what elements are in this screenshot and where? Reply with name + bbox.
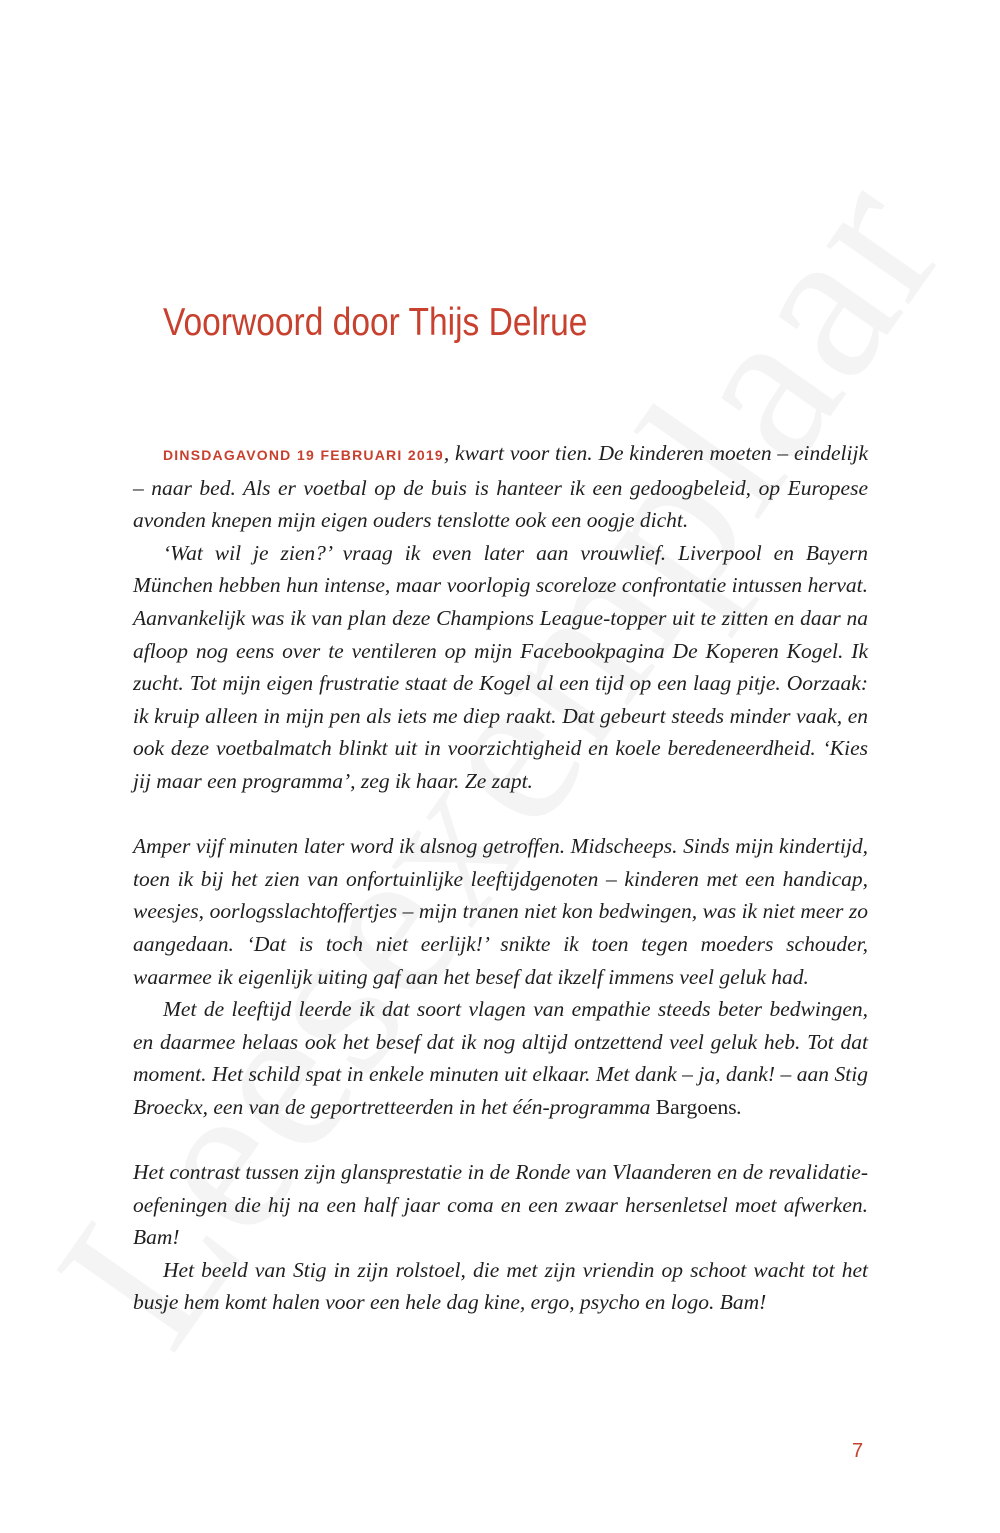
- paragraph-6: Het beeld van Stig in zijn rolstoel, die met zijn vriendin op schoot wacht tot het busje hem komt halen voor een hele dag kine, ergo, psycho en logo. Bam!: [133, 1257, 868, 1315]
- paragraph-1-text: , kwart voor tien. De kinderen moeten – eindelijk – naar bed. Als er voetbal op de buis is hanteer ik een gedoogbeleid, op Europese avonden knepen mijn eigen ouders tenslotte ook een oogje dicht.: [133, 441, 868, 533]
- paragraph-4: [133, 993, 868, 1123]
- paragraph-4-text: Met de leeftijd leerde ik dat soort vlagen van empathie steeds beter bedwingen, en daarmee helaas ook het besef dat ik nog altijd ontzettend veel geluk heb. Tot dat moment. Het schild spat in enkele minuten uit elkaar. Met dank – ja, dank! – aan Stig Broeckx, een van de geportretteerden in het één-programma: [133, 997, 868, 1119]
- chapter-title: Voorwoord door Thijs Delrue: [163, 301, 588, 344]
- lead-in-date: DINSDAGAVOND 19 FEBRUARI 2019: [163, 447, 444, 463]
- paragraph-3: Amper vijf minuten later word ik alsnog getroffen. Midscheeps. Sinds mijn kindertijd, toen ik bij het zien van onfortuinlijke leeftijdgenoten – kinderen met een handicap, weesjes, oorlogsslachtoffertjes – mijn tranen niet kon bedwingen, was ik niet meer zo aangedaan. ‘Dat is toch niet eerlijk!’ snikte ik toen tegen moeders schouder, waarmee ik eigenlijk uiting gaf aan het besef dat ikzelf immens veel geluk had.: [133, 834, 868, 989]
- paragraph-5: Het contrast tussen zijn glansprestatie in de Ronde van Vlaanderen en de revalidatie-oefeningen die hij na een half jaar coma en een zwaar hersenletsel moet afwerken. Bam!: [133, 1160, 868, 1250]
- paragraph-1: [133, 437, 868, 537]
- program-title: Bargoens: [655, 1094, 737, 1119]
- paragraph-4-end: .: [736, 1094, 742, 1119]
- body-text: [133, 437, 868, 1319]
- page-number: 7: [852, 1440, 864, 1462]
- paragraph-2: ‘Wat wil je zien?’ vraag ik even later aan vrouwlief. Liverpool en Bayern München hebben hun intense, maar voorlopig scoreloze confrontatie intussen hervat. Aanvankelijk was ik van plan deze Champions League-topper uit te zitten en daar na afloop nog eens over te ventileren op mijn Facebookpagina De Koperen Kogel. Ik zucht. Tot mijn eigen frustratie staat de Kogel al een tijd op een laag pitje. Oorzaak: ik kruip alleen in mijn pen als iets me diep raakt. Dat gebeurt steeds minder vaak, en ook deze voetbalmatch blinkt uit in voorzichtigheid en koele beredeneerdheid. ‘Kies jij maar een programma’, zeg ik haar. Ze zapt.: [133, 540, 868, 793]
